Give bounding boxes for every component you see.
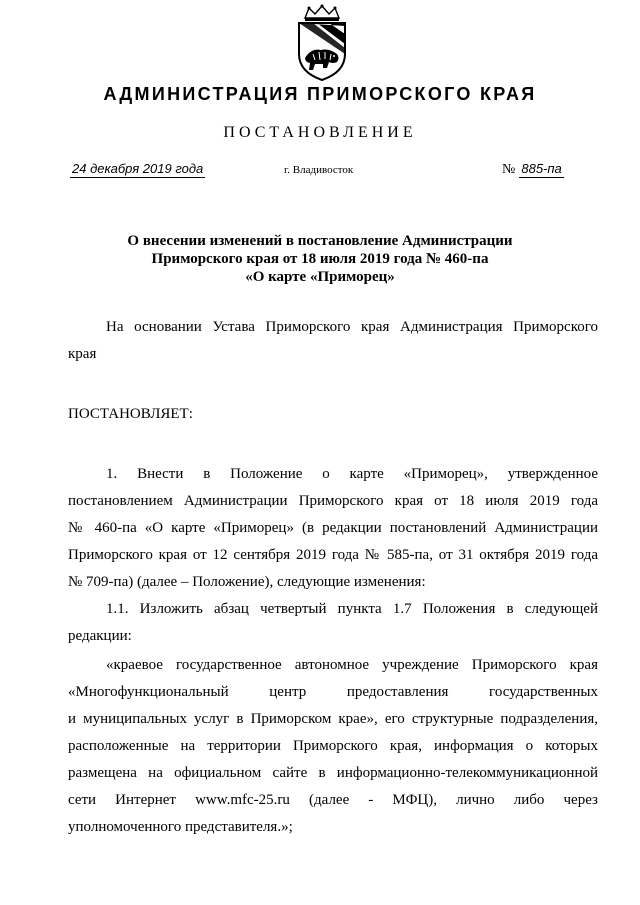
basis-line: края [68, 346, 97, 362]
quote-line: размещена на официальном сайте в информационно-телекоммуникационной [68, 765, 598, 781]
quote-line: уполномоченного представителя.»; [68, 819, 293, 835]
quote-line: и муниципальных услуг в Приморском крае», его структурные подразделения, [68, 711, 598, 727]
organization-name: АДМИНИСТРАЦИЯ ПРИМОРСКОГО КРАЯ [103, 84, 537, 104]
basis-line: На основании Устава Приморского края Администрация Приморского [106, 319, 598, 335]
document-title [100, 232, 540, 286]
paragraph-1-line: 1. Внести в Положение о карте «Приморец», утвержденное [106, 466, 598, 482]
paragraph-1-line: постановлением Администрации Приморского края от 18 июля 2019 года [68, 493, 598, 509]
document-number [502, 161, 564, 178]
decree-word: ПОСТАНОВЛЯЕТ: [68, 406, 193, 422]
paragraph-1-line: № 709-па) (далее – Положение), следующие изменения: [68, 574, 426, 590]
quote-line: «Многофункциональный центр предоставления государственных [68, 684, 598, 700]
document-type: ПОСТАНОВЛЕНИЕ [223, 124, 417, 141]
number-sign: № [502, 162, 516, 177]
coat-of-arms-emblem [293, 4, 351, 82]
document-city: г. Владивосток [284, 164, 354, 176]
title-line: «О карте «Приморец» [245, 269, 395, 285]
quote-line: «краевое государственное автономное учреждение Приморского края [106, 657, 598, 673]
quote-line: расположенные на территории Приморского края, информация о которых [68, 738, 598, 754]
title-line: О внесении изменений в постановление Администрации [127, 233, 513, 249]
paragraph-1-1-line: редакции: [68, 628, 132, 644]
title-line: Приморского края от 18 июля 2019 года № 460-па [151, 251, 489, 267]
paragraph-1-1-line: 1.1. Изложить абзац четвертый пункта 1.7 Положения в следующей [106, 601, 598, 617]
quote-line: сети Интернет www.mfc-25.ru (далее - МФЦ), лично либо через [68, 792, 598, 808]
document-date: 24 декабря 2019 года [72, 161, 204, 176]
number-value: 885-па [521, 161, 562, 176]
paragraph-1-line: № 460-па «О карте «Приморец» (в редакции постановлений Администрации [68, 520, 598, 536]
paragraph-1-line: Приморского края от 12 сентября 2019 года № 585-па, от 31 октября 2019 года [68, 547, 598, 563]
